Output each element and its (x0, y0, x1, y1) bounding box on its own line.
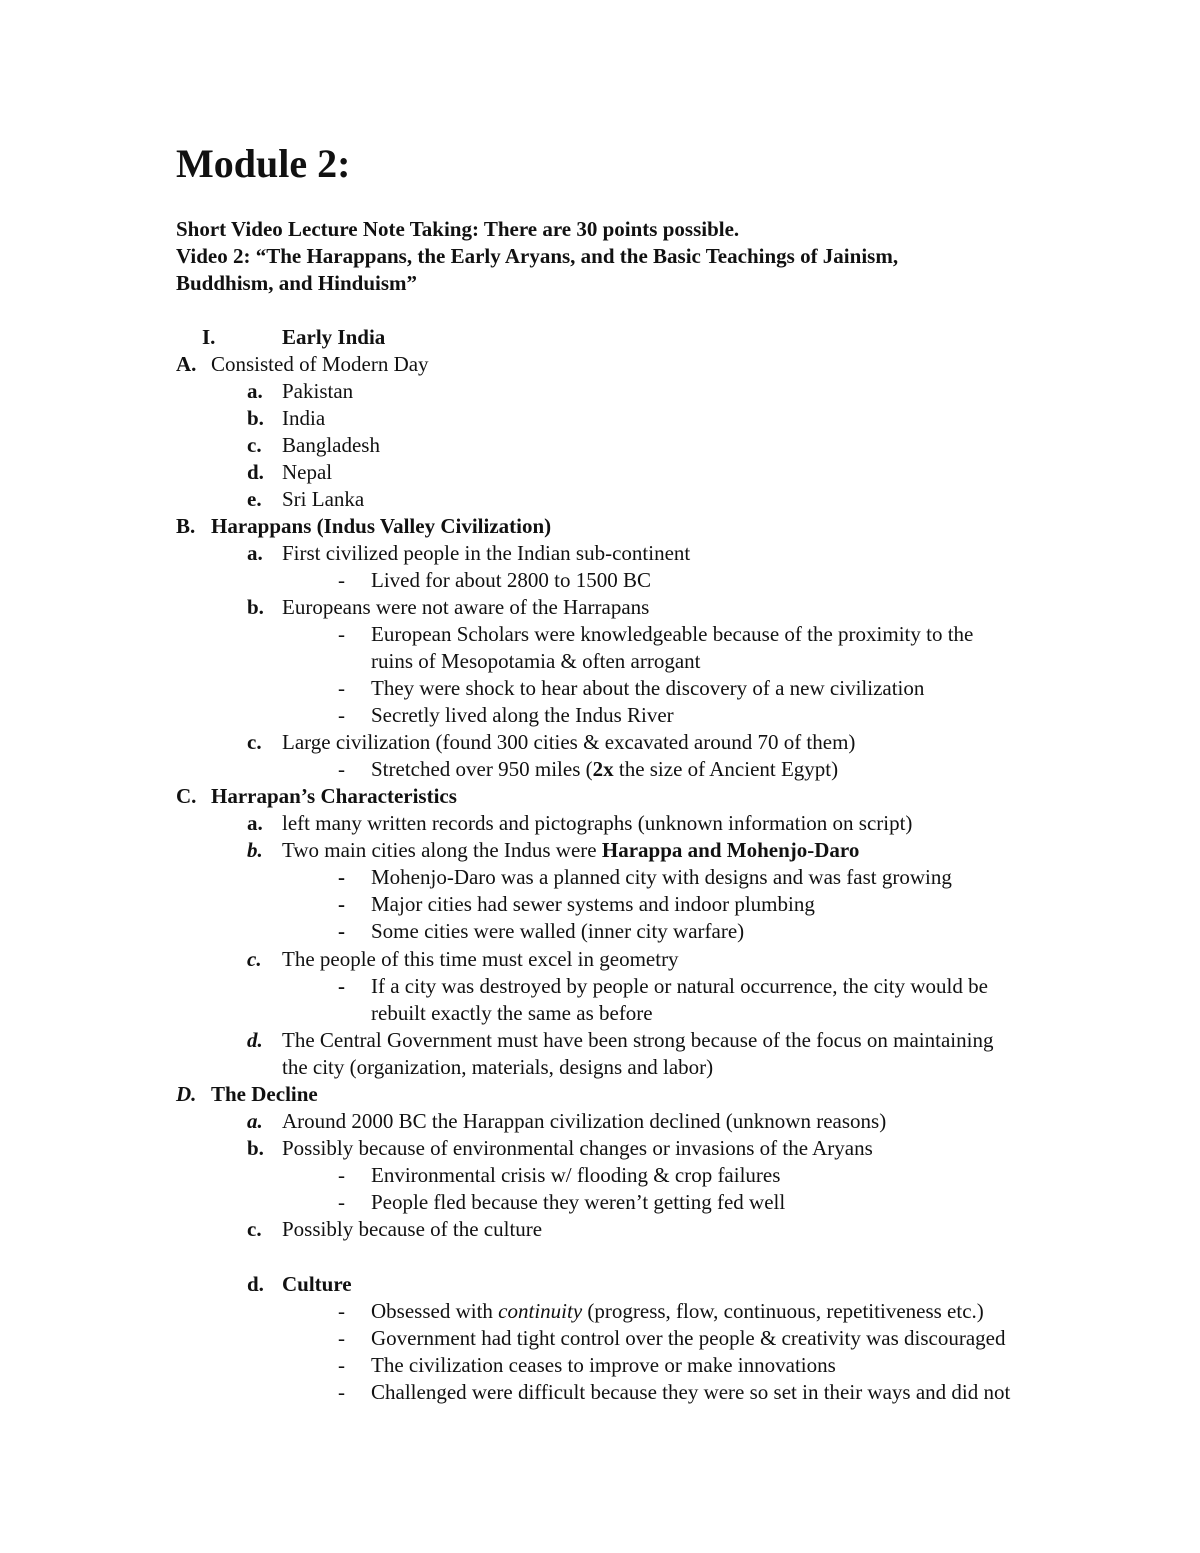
list-marker: d. (247, 1028, 263, 1052)
section-marker: I. (202, 325, 216, 349)
list-item: Europeans were not aware of the Harrapans (282, 595, 650, 619)
bullet-text: People fled because they weren’t getting fed well (371, 1190, 786, 1214)
section-heading: Early India (282, 325, 386, 349)
bullet-text-part: Stretched over 950 miles ( (371, 757, 593, 781)
list-item: Large civilization (found 300 cities & excavated around 70 of them) (282, 730, 856, 754)
list-item: Bangladesh (282, 433, 380, 457)
list-marker: d. (247, 460, 264, 484)
dash-bullet: - (338, 676, 345, 700)
dash-bullet: - (338, 1299, 345, 1323)
list-marker: a. (247, 541, 263, 565)
list-marker: b. (247, 406, 264, 430)
subtitle-line-2: Video 2: “The Harappans, the Early Aryans, and the Basic Teachings of Jainism, (176, 244, 899, 268)
list-item: The Central Government must have been strong because of the focus on maintaining (282, 1028, 994, 1052)
bullet-text: Challenged were difficult because they were so set in their ways and did not (371, 1380, 1011, 1404)
dash-bullet: - (338, 1163, 345, 1187)
outline-heading: Harrapan’s Characteristics (211, 784, 457, 808)
bullet-text: The civilization ceases to improve or make innovations (371, 1353, 836, 1377)
list-marker: b. (247, 595, 264, 619)
dash-bullet: - (338, 865, 345, 889)
subtitle-line-3: Buddhism, and Hinduism” (176, 271, 418, 295)
bullet-text-part: the size of Ancient Egypt) (613, 757, 839, 781)
bullet-text (371, 756, 838, 783)
dash-bullet: - (338, 1190, 345, 1214)
list-item: left many written records and pictographs (unknown information on script) (282, 811, 913, 835)
bullet-text (371, 1298, 984, 1325)
list-item: Possibly because of the culture (282, 1217, 543, 1241)
page-title: Module 2: (176, 141, 351, 186)
list-item-part: Two main cities along the Indus were (282, 838, 602, 862)
list-marker: c. (247, 730, 262, 754)
list-marker: a. (247, 379, 263, 403)
bullet-text-continued: ruins of Mesopotamia & often arrogant (371, 649, 701, 673)
outline-text: Consisted of Modern Day (211, 352, 429, 376)
dash-bullet: - (338, 622, 345, 646)
list-marker: b. (247, 1136, 264, 1160)
bullet-text: Secretly lived along the Indus River (371, 703, 674, 727)
dash-bullet: - (338, 703, 345, 727)
dash-bullet: - (338, 1353, 345, 1377)
bullet-text: Environmental crisis w/ flooding & crop failures (371, 1163, 781, 1187)
bullet-text: Some cities were walled (inner city warfare) (371, 919, 745, 943)
list-item: Pakistan (282, 379, 354, 403)
bullet-text: If a city was destroyed by people or natural occurrence, the city would be (371, 974, 988, 998)
list-item: India (282, 406, 326, 430)
bullet-text-part: Obsessed with (371, 1299, 499, 1323)
outline-marker: B. (176, 514, 196, 538)
list-item: First civilized people in the Indian sub-continent (282, 541, 691, 565)
dash-bullet: - (338, 1380, 345, 1404)
dash-bullet: - (338, 1326, 345, 1350)
list-marker: c. (247, 947, 262, 971)
list-item-continued: the city (organization, materials, designs and labor) (282, 1055, 714, 1079)
list-item-bold: Harappa and Mohenjo-Daro (601, 838, 860, 862)
list-marker: d. (247, 1272, 264, 1296)
outline-marker: C. (176, 784, 197, 808)
list-marker: c. (247, 1217, 262, 1241)
outline-heading: The Decline (211, 1082, 318, 1106)
list-marker: e. (247, 487, 262, 511)
list-marker: c. (247, 433, 262, 457)
list-item-heading: Culture (282, 1272, 352, 1296)
dash-bullet: - (338, 892, 345, 916)
list-item: Possibly because of environmental changes or invasions of the Aryans (282, 1136, 873, 1160)
bullet-text: Mohenjo-Daro was a planned city with designs and was fast growing (371, 865, 952, 889)
dash-bullet: - (338, 974, 345, 998)
list-item: Nepal (282, 460, 333, 484)
subtitle-line-1: Short Video Lecture Note Taking: There are 30 points possible. (176, 217, 740, 241)
bullet-text: Government had tight control over the people & creativity was discouraged (371, 1326, 1006, 1350)
bullet-text: European Scholars were knowledgeable because of the proximity to the (371, 622, 974, 646)
bullet-text: Lived for about 2800 to 1500 BC (371, 568, 651, 592)
bullet-text: They were shock to hear about the discovery of a new civilization (371, 676, 925, 700)
outline-marker: D. (176, 1082, 197, 1106)
list-item: Around 2000 BC the Harappan civilization declined (unknown reasons) (282, 1109, 887, 1133)
list-marker: a. (247, 811, 263, 835)
list-item: Sri Lanka (282, 487, 365, 511)
bullet-text-italic: continuity (498, 1299, 583, 1323)
dash-bullet: - (338, 757, 345, 781)
list-item (282, 837, 859, 864)
bullet-text-continued: rebuilt exactly the same as before (371, 1001, 653, 1025)
dash-bullet: - (338, 919, 345, 943)
outline-heading: Harappans (Indus Valley Civilization) (211, 514, 552, 538)
bullet-text-bold: 2x (592, 757, 614, 781)
list-item: The people of this time must excel in geometry (282, 947, 679, 971)
outline-marker: A. (176, 352, 197, 376)
dash-bullet: - (338, 568, 345, 592)
list-marker: a. (247, 1109, 263, 1133)
bullet-text-part: (progress, flow, continuous, repetitiveness etc.) (582, 1299, 984, 1323)
bullet-text: Major cities had sewer systems and indoor plumbing (371, 892, 815, 916)
list-marker: b. (247, 838, 263, 862)
